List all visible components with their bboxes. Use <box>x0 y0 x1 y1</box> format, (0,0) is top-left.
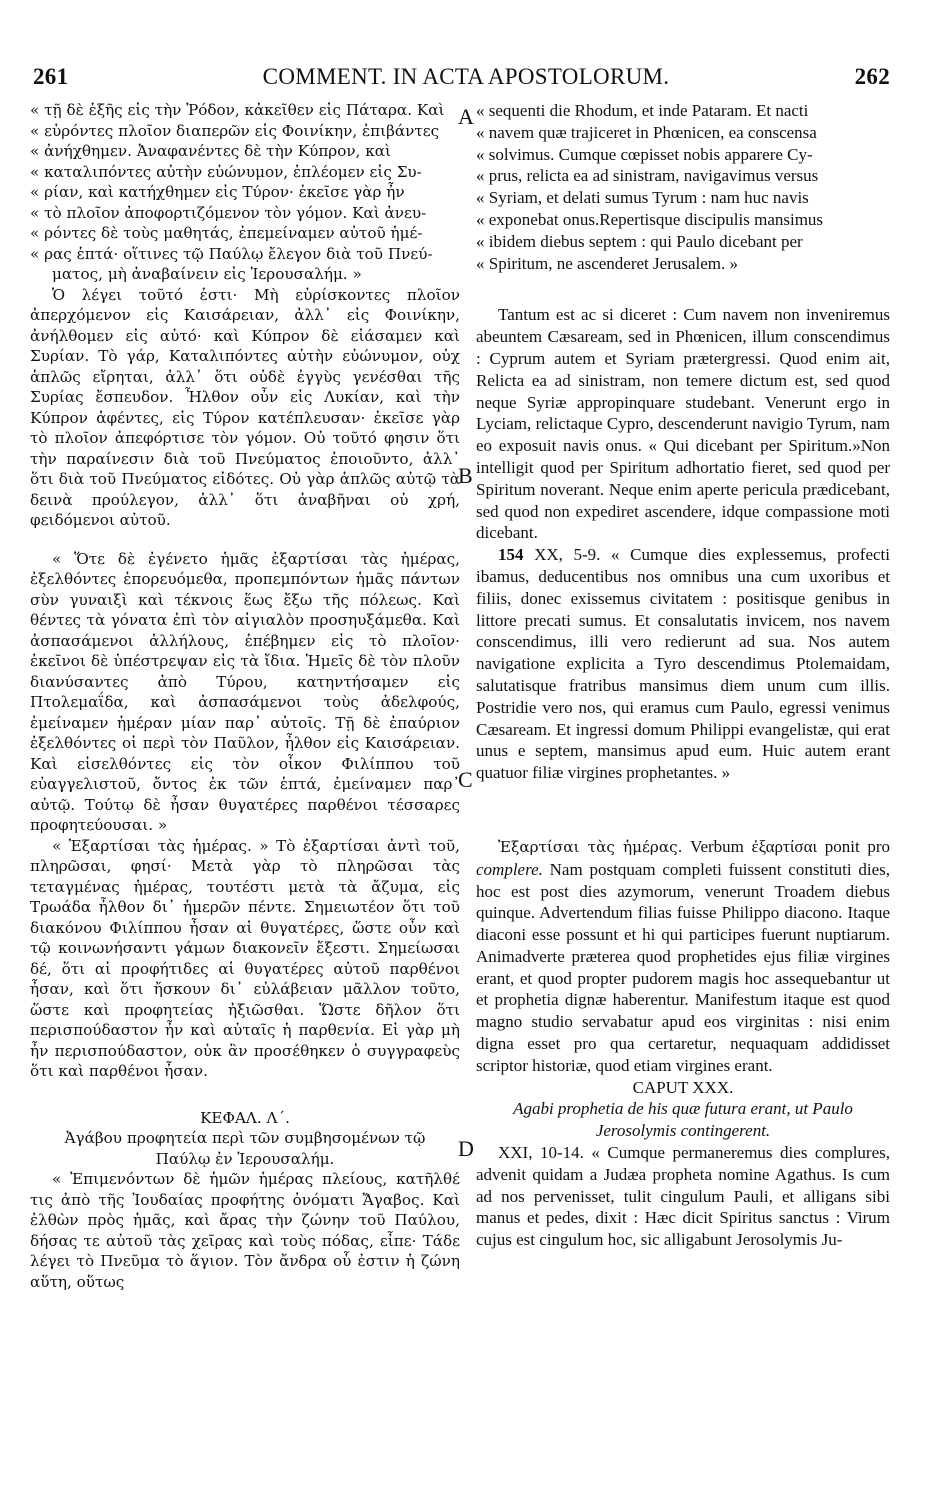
greek-chapter-heading: ΚΕΦΑΛ. Λ΄. <box>200 1108 290 1127</box>
greek-quote-line: « ρίαν, καὶ κατήχθημεν εἰς Τύρον· ἐκεῖσε γὰρ ἦν <box>30 183 405 201</box>
greek-commentary-1: Ὁ λέγει τοῦτό ἐστι· Μὴ εὑρίσκοντες πλοῖον ἀπερχόμενον εἰς Καισάρειαν, ἀλλ᾽ εἰς Φοινίκην, ἀνήλθομεν εἰς αὐτό· καὶ Κύπρον δὲ εἰάσαμεν καὶ Συρίαν. Τὸ γάρ, Καταλιπόντες αὐτὴν εὐώνυμον, οὐχ ἁπλῶς εἴρηται, ἀλλ᾽ ὅτι οὐδὲ ἐγγὺς γενέσθαι τῆς Συρίας ἔσπευδον. Ἦλθον οὖν εἰς Λυκίαν, καὶ τὴν Κύπρον ἀφέντες, εἰς Τύρον κατέπλευσαν· ἐκεῖσε γὰρ τὸ πλοῖον ἀπεφόρτισε τὸν γόμον. Οὐ τοῦτό φησιν ὅτι τὴν παραίνεσιν διὰ τοῦ Πνεύματος ἐποιοῦντο, ἀλλ᾽ ὅτι διὰ τοῦ Πνεύματος εἰδότες. Οὐ γὰρ ἁπλῶς αὐτῷ τὰ δεινὰ προύλεγον, ἀλλ᾽ ὅτι ἀναβῆναι οὐ χρή, φειδόμενοι αὐτοῦ. <box>30 285 460 529</box>
greek-column <box>30 100 460 1292</box>
latin-quote-line: « solvimus. Cumque cœpisset nobis apparere Cy- <box>476 144 813 164</box>
latin-quote-3: XXI, 10-14. « Cumque permaneremus dies complures, advenit quidam a Judæa propheta nomine Agathus. Is cum ad nos pervenisset, tulit cingulum Pauli, et alligans sibi manus et pedes, dixit : Hæc dicit Spiritus sanctus : Virum cujus est cingulum hoc, sic alligabunt Jerosolymis Ju- <box>476 1143 890 1250</box>
latin-chapter-title: Agabi prophetia de his quæ futura erant, ut Paulo Jerosolymis contingerent. <box>513 1099 853 1141</box>
page-number-left: 261 <box>33 64 69 89</box>
latin-quote-2 <box>476 544 890 784</box>
latin-quote-line: « Syriam, et delati sumus Tyrum : nam huc navis <box>476 188 809 208</box>
greek-quote-3: « Ἐπιμενόντων δὲ ἡμῶν ἡμέρας πλείους, κατῆλθέ τις ἀπὸ τῆς Ἰουδαίας προφήτης ὀνόματι Ἄγαβος. Καὶ ἐλθὼν πρὸς ἡμᾶς, καὶ ἄρας τὴν ζώνην τοῦ Παύλου, δήσας τε αὐτοῦ τὰς χεῖρας καὶ τοὺς πόδας, εἶπε· Τάδε λέγει τὸ Πνεῦμα τὸ ἅγιον. Τὸν ἄνδρα οὗ ἐστιν ἡ ζώνη αὕτη, οὕτως <box>30 1170 460 1291</box>
latin-quote-line: « ibidem diebus septem : qui Paulo dicebant per <box>476 231 803 251</box>
margin-letter-a: A <box>458 104 474 129</box>
latin-greek-phrase: Ἐξαρτίσαι τὰς ἡμέρας. <box>498 837 683 856</box>
latin-quote-2-text: XX, 5-9. « Cumque dies explessemus, profecti ibamus, deducentibus nos omnibus una cum uxoribus et filiis, donec exissemus civitatem : positisque genibus in littore precati sumus. Et consalutatis invicem, nos navem conscendimus, illi vero redierunt ad sua. Nos autem navigatione explicita a Tyro descendimus Ptolemaidam, salutatisque fratribus mansimus diem unum cum illis. Postridie vero nos, qui eramus cum Paulo, egressi venimus Cæsaream. Et ingressi domum Philippi evangelistæ, qui erat unus e septem, mansimus apud eum. Huic autem erant quatuor filiæ virgines prophetantes. » <box>476 545 890 783</box>
latin-commentary-2-part: Verbum ἐξαρτίσαι ponit pro <box>682 836 890 856</box>
margin-letter-c: C <box>458 767 473 792</box>
greek-quote-line: « τῇ δὲ ἑξῆς εἰς τὴν Ῥόδον, κἀκεῖθεν εἰς Πάταρα. Καὶ <box>30 101 445 119</box>
latin-quote-line: « navem quæ trajiceret in Phœnicen, ea conscensa <box>476 122 817 142</box>
margin-letter-b: B <box>458 463 473 488</box>
greek-quote-line: « καταλιπόντες αὐτὴν εὐώνυμον, ἐπλέομεν εἰς Συ- <box>30 162 422 181</box>
greek-quote-line: « ρόντες δὲ τοὺς μαθητάς, ἐπεμείναμεν αὐτοῦ ἡμέ- <box>30 224 423 242</box>
latin-column <box>476 100 890 1251</box>
greek-commentary-2: « Ἐξαρτίσαι τὰς ἡμέρας. » Τὸ ἐξαρτίσαι ἀντὶ τοῦ, πληρῶσαι, φησί· Μετὰ γὰρ τὸ πληρῶσαι τὰς τεταγμένας ἡμέρας, τουτέστι μετὰ τὰ ἄζυμα, εἰς Τρωάδα ἦλθον δι᾽ ἡμερῶν πέντε. Σημειωτέον ὅτι τοῦ διακόνου Φιλίππου ἦσαν αἱ θυγατέρες, ὥστε οὖν καὶ τῷ κοινωνήσαντι γάμων διακονεῖν ἔξεστι. Σημείωσαι δέ, ὅτι αἱ προφήτιδες αἱ θυγατέρες αὐτοῦ παρθένοι ἦσαν, καὶ ὅτι ἤσκουν δι᾽ εὐλάβειαν μᾶλλον τοῦτο, ὥστε καὶ προφητείας ἠξιῶσθαι. Ὥστε δῆλον ὅτι περισπούδαστον ἦν καὶ αὐταῖς ἡ παρθενία. Εἰ γὰρ μὴ ἦν περισπούδαστον, οὐκ ἂν προσέθηκεν ὁ συγγραφεὺς ὅτι καὶ παρθένοι ἦσαν. <box>30 836 460 1080</box>
latin-commentary-1: Tantum est ac si diceret : Cum navem non inveniremus abeuntem Cæsaream, sed in Phœnicen, illum conscendimus : Cyprum autem et Syriam prætergressi. Quod enim ait, Relicta ea ad sinistram, non temere dictum est, sed quod neque Syriæ appropinquare studebant. Venerunt ergo in Lyciam, relictaque Cypro, descenderunt navigio Tyrum, nam eo exposuit navis onus. « Qui dicebant per Spiritum.»Non intelligit quod per Spiritum adhortatio fieret, sed quod per Spiritum noverant. Neque enim aperte pericula prædicebant, sed quod non expediret ascendere, idque compassione moti dicebant. <box>476 305 890 543</box>
greek-quote-2: « Ὅτε δὲ ἐγένετο ἡμᾶς ἐξαρτίσαι τὰς ἡμέρας, ἐξελθόντες ἐπορευόμεθα, προπεμπόντων ἡμᾶς πάντων σὺν γυναιξὶ καὶ τέκνοις ἕως ἔξω τῆς πόλεως. Καὶ θέντες τὰ γόνατα ἐπὶ τὸν αἰγιαλὸν προσηυξάμεθα. Καὶ ἀσπασάμενοι ἀλλήλους, ἐπέβημεν εἰς τὸ πλοῖον· ἐκεῖνοι δὲ ὑπέστρεψαν εἰς τὰ ἴδια. Ἡμεῖς δὲ τὸν πλοῦν διανύσαντες ἀπὸ Τύρου, κατηντήσαμεν εἰς Πτολεμαΐδα, καὶ ἀσπασάμενοι τοὺς ἀδελφούς, ἐμείναμεν ἡμέραν μίαν παρ᾽ αὐτοῖς. Τῇ δὲ ἐπαύριον ἐξελθόντες οἱ περὶ τὸν Παῦλον, ἦλθον εἰς Καισάρειαν. Καὶ εἰσελθόντες εἰς τὸν οἶκον Φιλίππου τοῦ εὐαγγελιστοῦ, ὄντος ἐκ τῶν ἑπτά, ἐμείναμεν παρ᾽ αὐτῷ. Τούτῳ δὲ ἦσαν θυγατέρες παρθένοι τέσσαρες προφητεύουσαι. » <box>30 549 460 834</box>
latin-quote-line: « Spiritum, ne ascenderet Jerusalem. » <box>476 253 739 273</box>
greek-quote-line: « τὸ πλοῖον ἀποφορτιζόμενον τὸν γόμον. Καὶ ἀνευ- <box>30 203 427 222</box>
greek-quote-line: « ρας ἑπτά· οἵτινες τῷ Παύλῳ ἔλεγον διὰ τοῦ Πνεύ- <box>30 244 433 263</box>
latin-chapter-heading: CAPUT XXX. <box>632 1077 734 1097</box>
latin-quote-line: « prus, relicta ea ad sinistram, navigavimus versus <box>476 166 819 186</box>
running-title: COMMENT. IN ACTA APOSTOLORUM. <box>262 64 670 89</box>
latin-commentary-2 <box>476 836 890 1077</box>
greek-quote-line: « εὑρόντες πλοῖον διαπερῶν εἰς Φοινίκην, ἐπιβάντες <box>30 121 440 140</box>
margin-letter-d: D <box>458 1136 474 1161</box>
latin-commentary-2-part: Nam postquam completi fuissent constituti dies, hoc est post dies azymorum, venerunt Troadem diebus quinque. Advertendum filias fuisse Philippo diacono. Itaque diaconi esse possunt et hi qui participes fuerunt nuptiarum. Animadverte præterea quod prophetides ejus filiæ virgines erant, et quod propter pudorem magis hoc assequebantur ut et prophetia dignæ haberentur. Manifestum itaque est quod magno studio servabatur apud eos virginitas : nisi enim digna esset pro qua certaretur, nequaquam addidisset scriptor historiæ, quod etiam virgines erant. <box>476 859 890 1075</box>
greek-quote-line: « ἀνήχθημεν. Ἀναφανέντες δὲ τὴν Κύπρον, καὶ <box>30 142 391 160</box>
greek-quote-line: ματος, μὴ ἀναβαίνειν εἰς Ἱερουσαλήμ. » <box>52 265 362 283</box>
greek-chapter-title: Ἀγάβου προφητεία περὶ τῶν συμβησομένων τῷ Παύλῳ ἐν Ἱερουσαλήμ. <box>64 1129 426 1168</box>
latin-quote-line: « sequenti die Rhodum, et inde Pataram. Et nacti <box>476 101 809 120</box>
latin-italic-word: complere. <box>476 859 543 879</box>
page-number-right: 262 <box>854 64 890 89</box>
latin-quote-line: « exponebat onus.Repertisque discipulis mansimus <box>476 209 824 229</box>
section-number: 154 <box>498 545 524 565</box>
